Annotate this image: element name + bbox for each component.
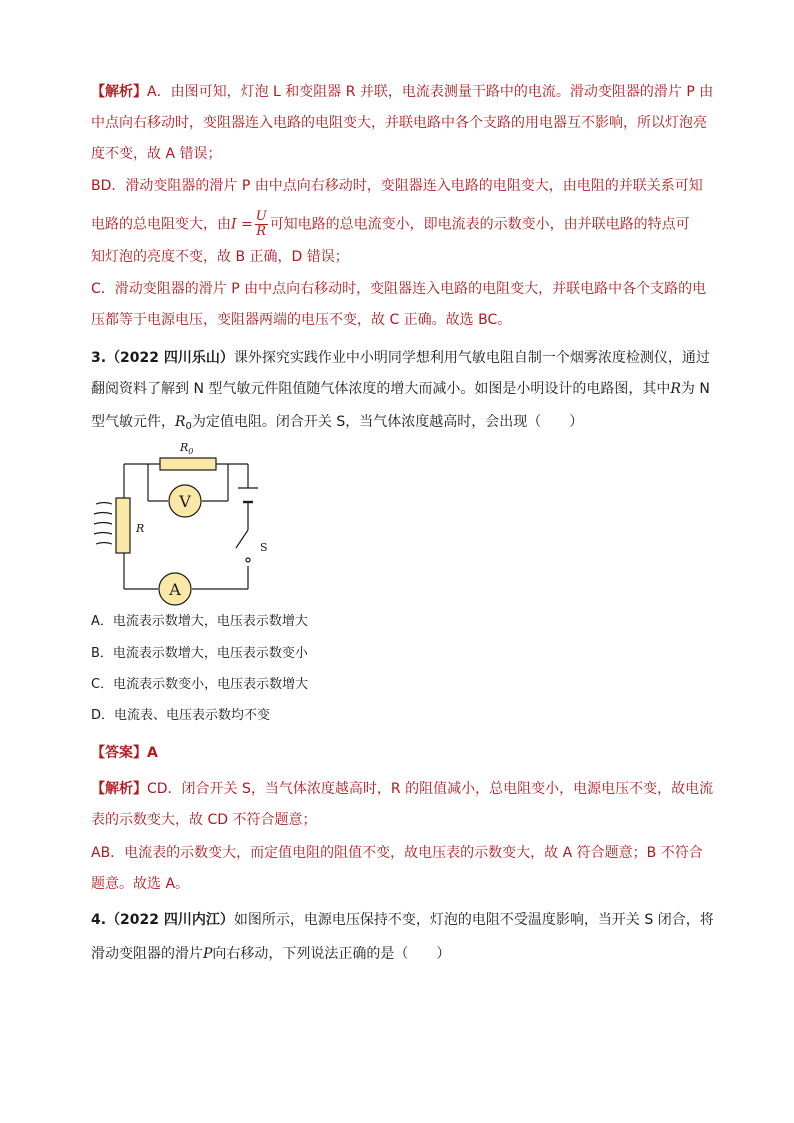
answer-line [91, 743, 158, 763]
analysis-tag: 【解析】 [91, 84, 147, 100]
option-c: C．电流表示数变小，电压表示数增大 [91, 677, 309, 692]
switch-label: S [260, 541, 268, 554]
analysis-line-6: 知灯泡的亮度不变，故 B 正确，D 错误； [91, 249, 349, 265]
r-label: R [136, 522, 145, 535]
circuit-diagram [88, 438, 288, 608]
question-3-line-2: 翻阅资料了解到 N 型气敏元件阻值随气体浓度的增大而减小。如图是小明设计的电路图，其中R为 N [91, 381, 710, 397]
q3-analysis-line-3: AB．电流表的示数变大，而定值电阻的阻值不变，故电压表的示数变大，故 A 符合题意；B 不符合 [91, 845, 703, 861]
ammeter-label: A [169, 580, 181, 599]
analysis-line-3: 度不变，故 A 错误； [91, 146, 222, 162]
question-number: 3. [91, 350, 107, 366]
r0-label: $R_0$ [180, 441, 194, 456]
question-4-line-1: 4.（2022 四川内江）如图所示，电源电压保持不变，灯泡的电阻不受温度影响，当开关 S 闭合，将 [91, 912, 714, 928]
analysis-line-7: C．滑动变阻器的滑片 P 由中点向右移动时，变阻器连入电路的电阻变大，并联电路中各个支路的电 [91, 281, 707, 297]
analysis-line-1: 【解析】A．由图可知，灯泡 L 和变阻器 R 并联，电流表测量干路中的电流。滑动变阻器的滑片 P 由 [91, 84, 714, 100]
question-3-line-3: 型气敏元件，$R_0$为定值电阻。闭合开关 S，当气体浓度越高时，会出现（ ） [91, 414, 584, 432]
analysis-line-2: 中点向右移动时，变阻器连入电路的电阻变大，并联电路中各个支路的用电器互不影响，所以灯泡亮 [91, 115, 707, 131]
question-number: 4. [91, 912, 107, 928]
gas-sensor-r [116, 498, 130, 553]
question-3-line-1: 3.（2022 四川乐山）课外探究实践作业中小明同学想利用气敏电阻自制一个烟雾浓度检测仪，通过 [91, 350, 710, 366]
option-b: B．电流表示数增大，电压表示数变小 [91, 646, 308, 661]
analysis-tag: 【解析】 [91, 781, 147, 797]
q3-analysis-line-4: 题意。故选 A。 [91, 876, 190, 892]
formula-denominator: R [256, 224, 267, 239]
analysis-line-8: 压都等于电源电压，变阻器两端的电压不变，故 C 正确。故选 BC。 [91, 312, 512, 328]
formula-fraction [255, 210, 268, 239]
question-4-line-2: 滑动变阻器的滑片P向右移动，下列说法正确的是（ ） [91, 946, 451, 962]
option-a: A．电流表示数增大，电压表示数增大 [91, 614, 308, 629]
resistor-r0 [160, 458, 216, 470]
answer-tag: 【答案】 [91, 745, 147, 761]
answer-value: A [147, 745, 158, 761]
option-d: D．电流表、电压表示数均不变 [91, 708, 271, 723]
question-source: （2022 四川内江） [106, 912, 234, 928]
formula-numerator: U [255, 209, 267, 224]
formula-lhs: I = [231, 216, 253, 233]
q3-analysis-line-2: 表的示数变大，故 CD 不符合题意； [91, 812, 317, 828]
q3-analysis-line-1: 【解析】CD．闭合开关 S，当气体浓度越高时，R 的阻值减小，总电阻变小，电源电压不变，故电流 [91, 781, 714, 797]
analysis-line-5: 电路的总电阻变大，由I = $\frac{U}{R}$ 可知电路的总电流变小，即电流表的示数变小，由并联电路的特点可 [91, 209, 690, 239]
analysis-line-4: BD．滑动变阻器的滑片 P 由中点向右移动时，变阻器连入电路的电阻变大，由电阻的并联关系可知 [91, 178, 703, 194]
question-source: （2022 四川乐山） [106, 350, 234, 366]
voltmeter-label: V [179, 492, 191, 511]
